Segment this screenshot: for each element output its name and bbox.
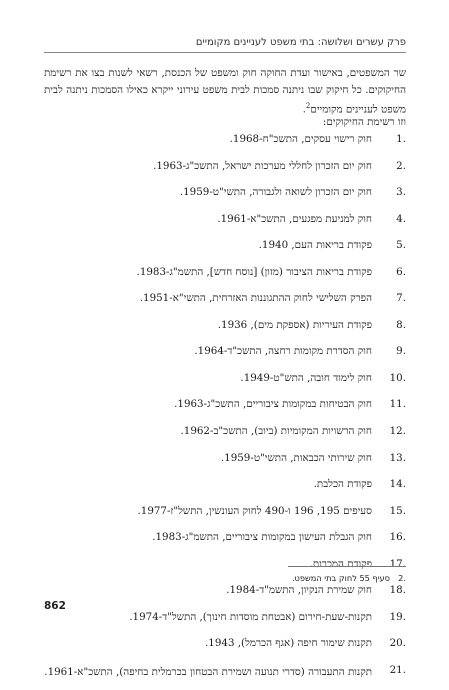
page-number: 862 bbox=[44, 600, 66, 612]
footnote-text: סעיף 55 לחוק בתי המשפט. bbox=[291, 573, 390, 583]
item-number: .19 bbox=[389, 610, 406, 623]
item-text: חוק הגבלת העישון במקומות ציבוריים, התשמ"ג-1983. bbox=[152, 531, 372, 544]
list-heading: וזו רשימת החיקוקים: bbox=[322, 116, 406, 128]
list-item bbox=[44, 664, 406, 690]
item-number: .16 bbox=[389, 531, 406, 544]
list-item bbox=[44, 425, 406, 452]
item-text: חוק שירותי הכבאות, התשי"ט-1959. bbox=[220, 451, 372, 464]
item-number: .15 bbox=[389, 504, 406, 517]
item-number: .14 bbox=[389, 478, 406, 491]
item-number: .2 bbox=[396, 159, 406, 172]
list-item bbox=[44, 266, 406, 293]
item-text: חוק הבטיחות במקומות ציבוריים, התשכ"ג-1963. bbox=[174, 398, 372, 411]
item-number: .6 bbox=[396, 265, 406, 278]
list-item bbox=[44, 186, 406, 213]
item-number: .17 bbox=[389, 557, 406, 570]
item-text: תקנות התעבורה (סדרי תנועה ושמירת הבטחון בכרמלית בחיפה), התשכ"א-1961. bbox=[44, 665, 372, 678]
footnote-divider bbox=[288, 566, 406, 567]
item-text: חוק שמירת הנקיון, התשמ"ד-1984. bbox=[226, 584, 372, 597]
item-number: .9 bbox=[396, 345, 406, 358]
item-text: תקנות שימור חיפה (אגף הכרמל), 1943. bbox=[205, 637, 372, 650]
list-item bbox=[44, 505, 406, 532]
item-number: .10 bbox=[389, 371, 406, 384]
running-header: פרק עשרים ושלושה: בתי משפט לעניינים מקומיים bbox=[195, 37, 406, 48]
footnote-number: .2 bbox=[398, 573, 406, 583]
item-text: חוק הסדרת מקומות רחצה, התשכ"ד-1964. bbox=[194, 345, 372, 358]
list-item bbox=[44, 372, 406, 399]
list-item bbox=[44, 213, 406, 240]
list-item bbox=[44, 611, 406, 638]
footnote bbox=[44, 573, 406, 583]
list-item bbox=[44, 292, 406, 319]
footnote-reference[interactable]: 2 bbox=[305, 102, 311, 110]
list-item bbox=[44, 452, 406, 479]
list-item bbox=[44, 239, 406, 266]
list-item bbox=[44, 398, 406, 425]
list-item bbox=[44, 345, 406, 372]
list-item bbox=[44, 637, 406, 664]
item-text: חוק הרשויות המקומיות (ביוב), התשכ"ב-1962. bbox=[180, 425, 372, 438]
document-page bbox=[44, 0, 406, 678]
item-number: .18 bbox=[389, 584, 406, 597]
item-number: .4 bbox=[396, 212, 406, 225]
item-text: הפרק השלישי לחוק ההתגוננות האזרחית, התשי"א-1951. bbox=[139, 292, 372, 305]
item-text: חוק יום הזכרון לשואה ולגבורה, התשי"ט-1959. bbox=[179, 186, 372, 199]
item-number: .21 bbox=[389, 663, 406, 676]
list-item bbox=[44, 478, 406, 505]
item-number: .13 bbox=[389, 451, 406, 464]
item-number: .7 bbox=[396, 292, 406, 305]
item-number: .20 bbox=[389, 637, 406, 650]
list-item bbox=[44, 133, 406, 160]
header-divider bbox=[44, 52, 406, 53]
item-number: .5 bbox=[396, 239, 406, 252]
item-number: .3 bbox=[396, 186, 406, 199]
item-text: פקודת הכלבת. bbox=[313, 478, 372, 491]
item-number: .11 bbox=[389, 398, 406, 411]
item-number: .8 bbox=[396, 318, 406, 331]
list-item bbox=[44, 584, 406, 611]
item-text: סעיפים 195, 196 ו-490 לחוק העונשין, התשל"ז-1977. bbox=[137, 504, 372, 517]
laws-list bbox=[44, 133, 406, 690]
item-text: פקודת העיריות (אספקת מים), 1936. bbox=[217, 318, 372, 331]
item-text: חוק יום הזכרון לחללי מערכות ישראל, התשכ"ג-1963. bbox=[153, 159, 372, 172]
intro-text: שר המשפטים, באישור ועדת החוקה חוק ומשפט של הכנסת, רשאי לשנות בצו את רשימת החיקוקים. כל חיקוק שבו ניתנה סמכות לבית משפט עירוני ייקרא כאילו הסמכות ניתנה לבית משפט לעניינים מקומיים bbox=[44, 67, 406, 116]
item-text: חוק למניעת מפגעים, התשכ"א-1961. bbox=[217, 212, 372, 225]
intro-paragraph bbox=[44, 65, 406, 118]
item-text: חוק רישוי עסקים, התשכ"ח-1968. bbox=[229, 133, 372, 145]
list-item bbox=[44, 160, 406, 187]
item-text: חוק לימוד חובה, התש"ט-1949. bbox=[240, 371, 372, 384]
item-text: פקודת בריאות הציבור (מזון) [נוסח חדש], התשמ"ג-1983. bbox=[136, 265, 372, 278]
intro-end: . bbox=[302, 103, 306, 116]
item-text: תקנות-שעת-חירום (אבטחת מוסדות חינוך), התשל"ד-1974. bbox=[129, 610, 372, 623]
item-text: פקודת בריאות העם, 1940. bbox=[258, 239, 372, 252]
item-number: .1 bbox=[396, 133, 406, 145]
list-item bbox=[44, 531, 406, 558]
list-item bbox=[44, 319, 406, 346]
item-number: .12 bbox=[389, 425, 406, 438]
item-text: פקודת המכרות. bbox=[309, 557, 372, 570]
